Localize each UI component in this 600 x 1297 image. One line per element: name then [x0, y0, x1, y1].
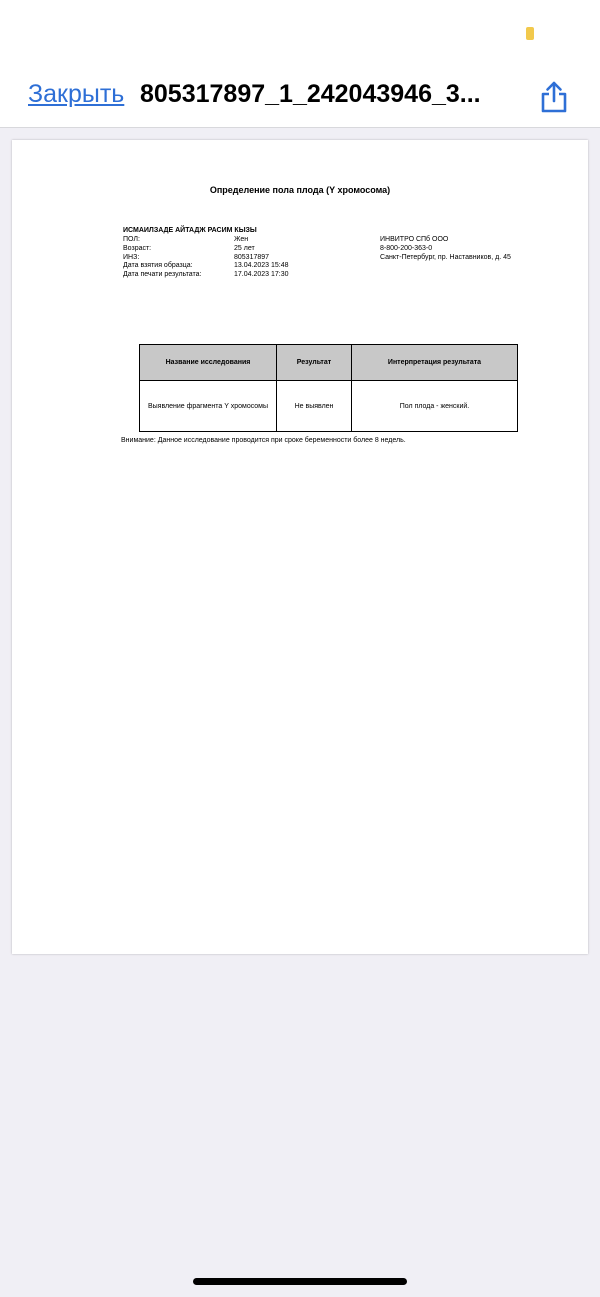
table-header-row: [140, 345, 518, 381]
column-header-result: Результат: [277, 345, 352, 381]
report-title: Определение пола плода (Y хромосома): [209, 185, 391, 195]
cell-result: Не выявлен: [277, 381, 352, 432]
patient-name: ИСМАИЛЗАДЕ АЙТАДЖ РАСИМ КЫЗЫ: [123, 227, 257, 234]
field-value-inz: 805317897: [234, 253, 270, 261]
field-value-sample-date: 13.04.2023 15:48: [234, 262, 289, 270]
share-icon[interactable]: [538, 80, 570, 114]
close-button[interactable]: Закрыть: [28, 80, 125, 108]
results-table: [139, 344, 518, 432]
column-header-test: Название исследования: [140, 345, 277, 381]
lab-info: [380, 236, 511, 262]
cell-test-name: Выявление фрагмента Y хромосомы: [140, 381, 277, 432]
cell-interpretation: Пол плода - женский.: [352, 381, 518, 432]
field-label-sex: ПОЛ:: [123, 236, 140, 243]
column-header-interpretation: Интерпретация результата: [352, 345, 518, 381]
home-indicator[interactable]: [193, 1278, 407, 1285]
field-label-inz: ИНЗ:: [123, 253, 140, 261]
field-label-sample-date: Дата взятия образца:: [123, 262, 193, 270]
document-title: 805317897_1_242043946_3...: [140, 80, 481, 108]
field-value-sex: Жен: [234, 236, 249, 243]
patient-info-labels: [123, 236, 201, 280]
field-value-age: 25 лет: [234, 244, 255, 252]
document-page: [12, 140, 588, 954]
field-label-print-date: Дата печати результата:: [123, 271, 202, 279]
field-label-age: Возраст:: [123, 244, 152, 252]
lab-phone: 8-800-200-363-0: [380, 244, 433, 252]
warning-note: Внимание: Данное исследование проводится при сроке беременности более 8 недель.: [121, 437, 406, 444]
table-row: [140, 381, 518, 432]
navigation-bar: [0, 0, 600, 128]
patient-info-values: [234, 236, 289, 280]
field-value-print-date: 17.04.2023 17:30: [234, 271, 289, 279]
lab-address: Санкт-Петербург, пр. Наставников, д. 45: [380, 253, 511, 261]
lab-name: ИНВИТРО СПб ООО: [380, 236, 449, 243]
status-indicator: [526, 27, 534, 40]
